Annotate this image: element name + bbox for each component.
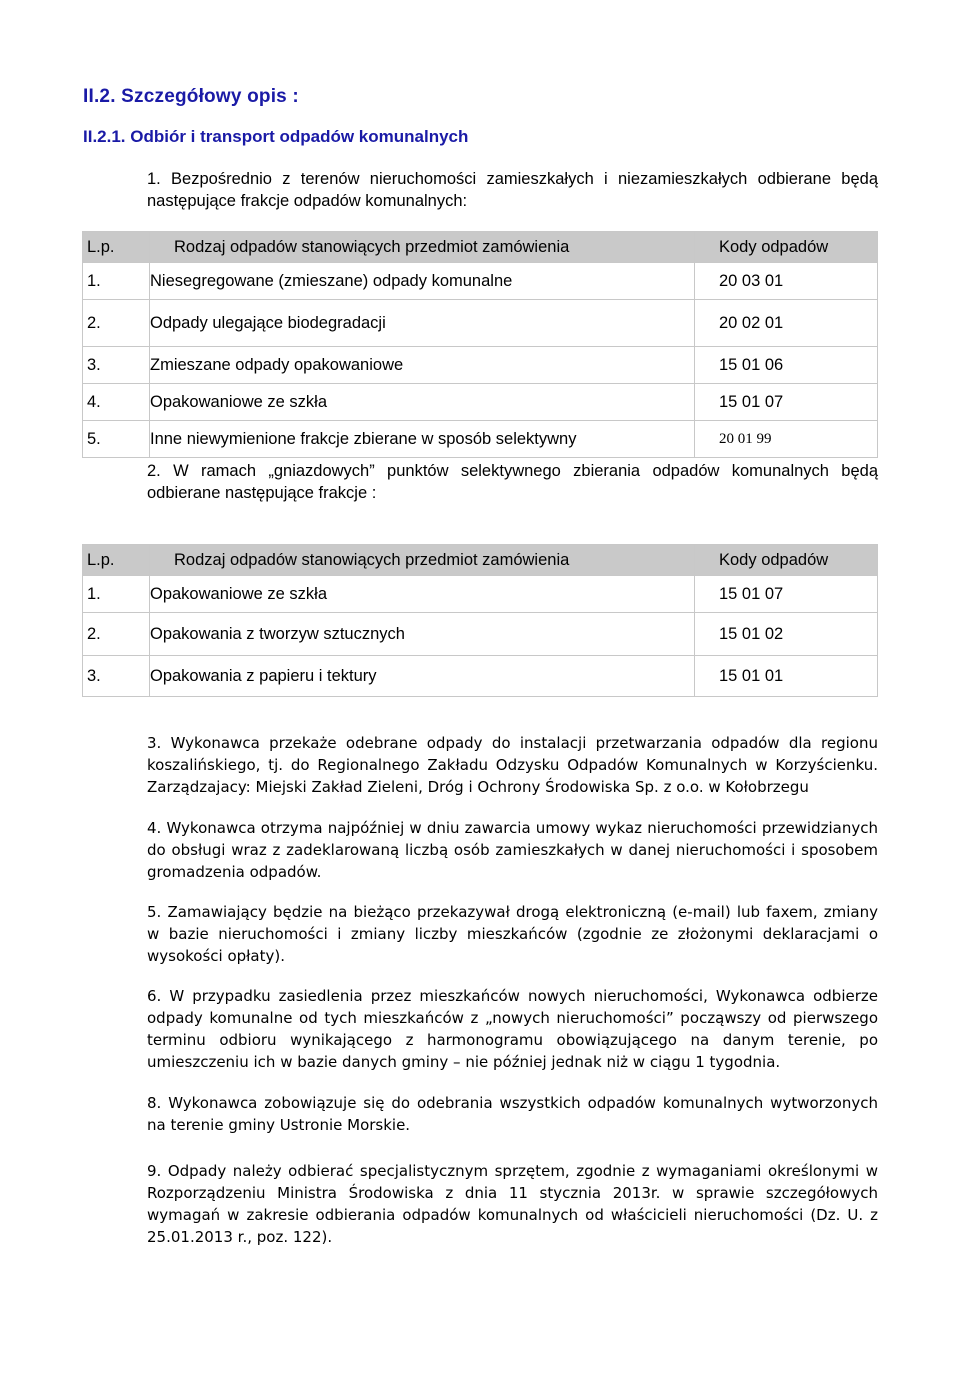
row-lp: 5.: [83, 421, 150, 458]
table-header-row: [83, 232, 878, 263]
header-name: Rodzaj odpadów stanowiących przedmiot zamówienia: [150, 232, 695, 263]
section-title: II.2. Szczegółowy opis :: [83, 86, 299, 107]
row-code: 15 01 06: [695, 347, 878, 384]
table-row: [83, 576, 878, 613]
item-6-text: 6. W przypadku zasiedlenia przez mieszkańców nowych nieruchomości, Wykonawca odbierze odpady komunalne od tych mieszkańców z „nowych nieruchomości” począwszy od pierwszego terminu odbioru wynikającego z harmonogramu obowiązującego na danym terenie, po umieszczeniu ich w bazie danych gminy – nie później jednak niż w ciągu 1 tygodnia.: [147, 987, 878, 1071]
table-row: [83, 347, 878, 384]
row-lp: 1.: [83, 263, 150, 300]
waste-table-1: [82, 231, 878, 458]
row-name: Niesegregowane (zmieszane) odpady komunalne: [150, 263, 695, 300]
item-2-text: 2. W ramach „gniazdowych” punktów selektywnego zbierania odpadów komunalnych będą odbierane następujące frakcje :: [147, 462, 878, 502]
section-subtitle: II.2.1. Odbiór i transport odpadów komunalnych: [83, 127, 469, 146]
header-code: Kody odpadów: [695, 545, 878, 576]
table-header-row: [83, 545, 878, 576]
row-lp: 1.: [83, 576, 150, 613]
row-name: Odpady ulegające biodegradacji: [150, 300, 695, 347]
row-lp: 2.: [83, 300, 150, 347]
row-code: 15 01 02: [695, 613, 878, 656]
waste-table-2: [82, 544, 878, 697]
row-code: 15 01 07: [695, 576, 878, 613]
row-lp: 3.: [83, 656, 150, 697]
row-code: 15 01 07: [695, 384, 878, 421]
table-row: [83, 263, 878, 300]
item-3-text: 3. Wykonawca przekaże odebrane odpady do instalacji przetwarzania odpadów dla regionu koszalińskiego, tj. do Regionalnego Zakładu Odzysku Odpadów Komunalnych w Korzyścienku. Zarządzajacy: Miejski Zakład Zieleni, Dróg i Ochrony Środowiska Sp. z o.o. w Kołobrzegu: [147, 734, 878, 796]
row-lp: 4.: [83, 384, 150, 421]
item-4-text: 4. Wykonawca otrzyma najpóźniej w dniu zawarcia umowy wykaz nieruchomości przewidzianych do obsługi wraz z zadeklarowaną liczbą osób zamieszkałych w danej nieruchomości i sposobem gromadzenia odpadów.: [147, 819, 878, 881]
row-name: Opakowaniowe ze szkła: [150, 384, 695, 421]
table-row: [83, 384, 878, 421]
row-name: Zmieszane odpady opakowaniowe: [150, 347, 695, 384]
header-name: Rodzaj odpadów stanowiących przedmiot zamówienia: [150, 545, 695, 576]
table-row: [83, 300, 878, 347]
row-code: 20 03 01: [695, 263, 878, 300]
header-code: Kody odpadów: [695, 232, 878, 263]
header-lp: L.p.: [83, 545, 150, 576]
table-row: [83, 613, 878, 656]
row-name: Opakowania z tworzyw sztucznych: [150, 613, 695, 656]
row-name: Opakowaniowe ze szkła: [150, 576, 695, 613]
item-8-text: 8. Wykonawca zobowiązuje się do odebrania wszystkich odpadów komunalnych wytworzonych na terenie gminy Ustronie Morskie.: [147, 1094, 878, 1134]
item-5-text: 5. Zamawiający będzie na bieżąco przekazywał drogą elektroniczną (e-mail) lub faxem, zmiany w bazie nieruchomości i zmiany liczby mieszkańców (zgodnie ze złożonymi deklaracjami o wysokości opłaty).: [147, 903, 878, 965]
row-name: Inne niewymienione frakcje zbierane w sposób selektywny: [150, 421, 695, 458]
row-code: 20 01 99: [695, 421, 878, 458]
table-row: [83, 656, 878, 697]
row-lp: 3.: [83, 347, 150, 384]
row-code: 15 01 01: [695, 656, 878, 697]
table-row: [83, 421, 878, 458]
item-9-text: 9. Odpady należy odbierać specjalistycznym sprzętem, zgodnie z wymaganiami określonymi w Rozporządzeniu Ministra Środowiska z dnia 11 stycznia 2013r. w sprawie szczegółowych wymagań w zakresie odbierania odpadów komunalnych od właścicieli nieruchomości (Dz. U. z 25.01.2013 r., poz. 122).: [147, 1162, 878, 1246]
header-lp: L.p.: [83, 232, 150, 263]
item-1-text: 1. Bezpośrednio z terenów nieruchomości zamieszkałych i niezamieszkałych odbierane będą następujące frakcje odpadów komunalnych:: [147, 170, 878, 210]
row-lp: 2.: [83, 613, 150, 656]
row-code: 20 02 01: [695, 300, 878, 347]
row-name: Opakowania z papieru i tektury: [150, 656, 695, 697]
